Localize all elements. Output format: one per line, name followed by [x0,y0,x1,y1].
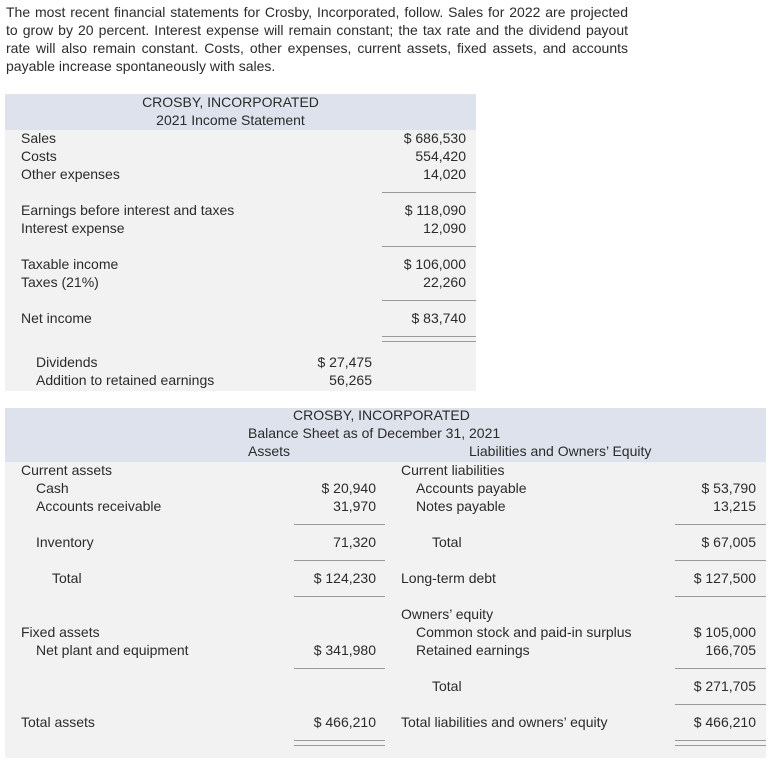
rule [382,300,476,301]
rule [382,192,476,193]
rule [382,336,476,337]
intro-paragraph: The most recent financial statements for Crosby, Incorporated, follow. Sales for 2022 are projected to grow by 20 percent. Interest expense will remain constant; the tax rate and the dividend payout rate will also remain constant. Costs, other expenses, current assets, fixed assets, and accounts payable increase spontaneously with sales. [6,4,628,74]
ebit-label: Earnings before interest and taxes [21,202,235,218]
cash-value: $ 20,940 [321,480,376,496]
common-stock-label: Common stock and paid-in surplus [416,624,632,640]
rule [382,246,476,247]
rule [294,740,385,741]
accounts-payable-value: $ 53,790 [701,480,756,496]
current-assets-label: Current assets [21,462,113,478]
current-liabilities-total-value: $ 67,005 [701,534,756,550]
rule [294,745,385,746]
total-liabilities-equity-value: $ 466,210 [693,714,756,730]
balance-sheet-title: Balance Sheet as of December 31, 2021 [248,425,501,441]
retained-earnings-label: Retained earnings [416,642,530,658]
dividends-value: $ 27,475 [317,354,372,370]
rule [294,524,385,525]
total-assets-value: $ 466,210 [313,714,376,730]
other-expenses-value: 14,020 [423,166,466,182]
ebit-value: $ 118,090 [404,202,466,218]
long-term-debt-value: $ 127,500 [693,570,756,586]
other-expenses-label: Other expenses [21,166,120,182]
accounts-payable-label: Accounts payable [416,480,527,496]
balance-company-name: CROSBY, INCORPORATED [293,407,470,423]
accounts-receivable-label: Accounts receivable [36,498,162,514]
current-assets-total-value: $ 124,230 [313,570,376,586]
owners-equity-total-label: Total [432,678,462,694]
owners-equity-total-value: $ 271,705 [693,678,756,694]
current-liabilities-label: Current liabilities [401,462,505,478]
rule [294,596,385,597]
income-statement-title: 2021 Income Statement [156,112,305,128]
current-liabilities-total-label: Total [432,534,462,550]
cash-label: Cash [36,480,69,496]
rule [294,668,385,669]
notes-payable-value: 13,215 [713,498,756,514]
total-assets-label: Total assets [21,714,95,730]
inventory-label: Inventory [36,534,94,550]
rule [675,668,766,669]
sales-value: $ 686,530 [403,130,466,146]
common-stock-value: $ 105,000 [693,624,756,640]
interest-expense-value: 12,090 [423,220,466,236]
rule [675,745,766,746]
fixed-assets-label: Fixed assets [21,624,100,640]
addition-retained-value: 56,265 [329,372,372,388]
costs-label: Costs [21,148,57,164]
current-assets-total-label: Total [52,570,82,586]
taxable-income-value: $ 106,000 [403,256,466,272]
assets-header: Assets [248,443,291,459]
dividends-label: Dividends [36,354,98,370]
taxes-label: Taxes (21%) [21,274,99,290]
retained-earnings-value: 166,705 [705,642,756,658]
rule [382,341,476,342]
long-term-debt-label: Long-term debt [401,570,496,586]
rule [675,704,766,705]
liabilities-equity-header: Liabilities and Owners’ Equity [469,443,652,459]
rule [294,560,385,561]
rule [675,560,766,561]
net-plant-equipment-label: Net plant and equipment [36,642,189,658]
costs-value: 554,420 [415,148,466,164]
interest-expense-label: Interest expense [21,220,125,236]
rule [675,596,766,597]
total-liabilities-equity-label: Total liabilities and owners’ equity [401,714,608,730]
inventory-value: 71,320 [333,534,376,550]
net-income-value: $ 83,740 [411,310,466,326]
rule [675,740,766,741]
rule [675,524,766,525]
addition-retained-label: Addition to retained earnings [36,372,215,388]
taxes-value: 22,260 [423,274,466,290]
sales-label: Sales [21,130,57,146]
net-income-label: Net income [21,310,92,326]
taxable-income-label: Taxable income [21,256,119,272]
owners-equity-label: Owners’ equity [401,606,494,622]
accounts-receivable-value: 31,970 [333,498,376,514]
notes-payable-label: Notes payable [416,498,506,514]
net-plant-equipment-value: $ 341,980 [313,642,376,658]
income-company-name: CROSBY, INCORPORATED [142,94,319,110]
